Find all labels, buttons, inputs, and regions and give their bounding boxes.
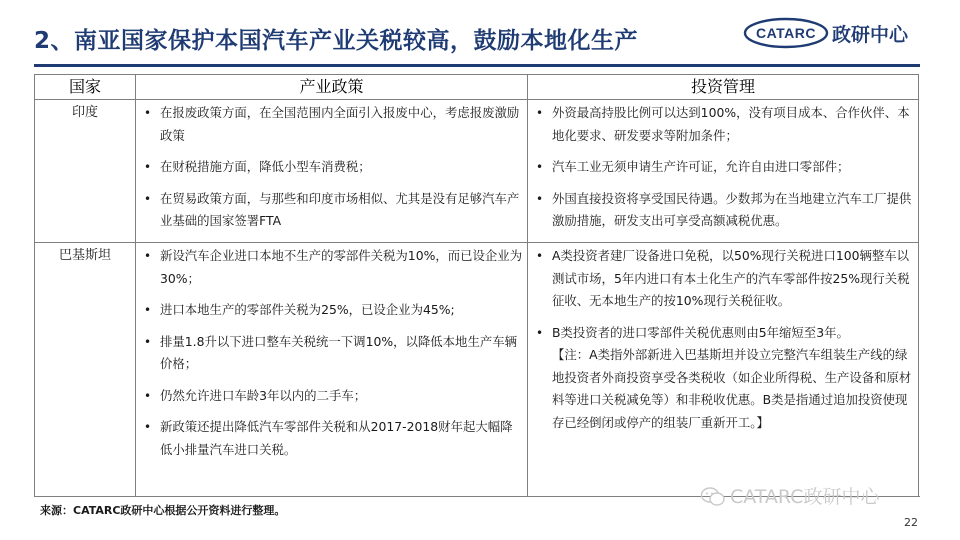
list-item: • A类投资者建厂设备进口免税，以50%现行关税进口100辆整车以测试市场，5年内进口有本土化生产的汽车零部件按25%现行关税征收、无本地生产的按10%现行关税征收。	[532, 245, 914, 313]
bullet-icon: •	[144, 160, 152, 174]
table-row-pakistan	[35, 243, 919, 497]
header-country: 国家	[35, 75, 136, 100]
logo-mark: CATARC	[755, 25, 817, 41]
bullet-icon: •	[144, 191, 152, 206]
list-item: • 外国直接投资将享受国民待遇。少数邦为在当地建立汽车工厂提供激励措施，研发支出可享受高额减税优惠。	[532, 188, 914, 233]
list-item: • 排量1.8升以下进口整车关税统一下调10%，以降低本地生产车辆价格；	[140, 331, 523, 376]
title-rule	[34, 64, 920, 67]
watermark-text: CATARC政研中心	[730, 486, 880, 508]
list-item: • 新政策还提出降低汽车零部件关税和从2017-2018财年起大幅降低小排量汽车进口关税。	[140, 416, 523, 461]
source-note: 来源：CATARC政研中心根据公开资料进行整理。	[40, 504, 286, 517]
bullet-icon: •	[144, 249, 152, 263]
investment-cell	[528, 100, 919, 243]
watermark	[730, 482, 879, 509]
page-number: 22	[904, 516, 918, 529]
bullet-icon: •	[144, 420, 152, 434]
bullet-icon: •	[144, 334, 152, 349]
table-row-india	[35, 100, 919, 243]
list-item: • 在财税措施方面，降低小型车消费税；	[140, 156, 523, 179]
bullet-icon: •	[536, 160, 544, 174]
bullet-icon: •	[536, 191, 544, 206]
bullet-icon: •	[144, 303, 152, 317]
logo-text: 政研中心	[832, 24, 909, 46]
list-item: • 新设汽车企业进口本地不生产的零部件关税为10%，而已设企业为30%；	[140, 245, 523, 290]
wechat-icon	[700, 486, 726, 508]
table-header-row	[35, 75, 919, 100]
country-cell: 巴基斯坦	[35, 243, 136, 497]
bullet-icon: •	[144, 388, 152, 403]
investment-cell	[528, 243, 919, 497]
list-item: • B类投资者的进口零部件关税优惠则由5年缩短至3年。	[532, 322, 914, 345]
list-item: • 汽车工业无须申请生产许可证，允许自由进口零部件；	[532, 156, 914, 179]
list-item: • 进口本地生产的零部件关税为25%，已设企业为45%;	[140, 299, 523, 322]
bullet-icon: •	[536, 106, 544, 120]
country-cell: 印度	[35, 100, 136, 243]
list-item: • 在贸易政策方面，与那些和印度市场相似、尤其是没有足够汽车产业基础的国家签署FTA	[140, 188, 523, 233]
policy-cell	[136, 243, 528, 497]
list-item: • 外资最高持股比例可以达到100%，没有项目成本、合作伙伴、本地化要求、研发要求等附加条件；	[532, 102, 914, 147]
list-item: • 仍然允许进口车龄3年以内的二手车；	[140, 385, 523, 408]
header-investment: 投资管理	[528, 75, 919, 100]
bullet-icon: •	[536, 249, 544, 263]
header-policy: 产业政策	[136, 75, 528, 100]
page-title: 2、南亚国家保护本国汽车产业关税较高，鼓励本地化生产	[34, 28, 639, 54]
list-item: • 在报废政策方面，在全国范围内全面引入报废中心，考虑报废激励政策	[140, 102, 523, 147]
bullet-icon: •	[144, 106, 152, 120]
policy-cell	[136, 100, 528, 243]
investment-note: 【注：A类指外部新进入巴基斯坦并设立完整汽车组装生产线的绿地投资者外商投资享受各类税收（如企业所得税、生产设备和原材料等进口关税减免等）和非税收优惠。B类是指通过追加投资使现存已经倒闭或停产的组装厂重新开工。】	[552, 347, 912, 430]
bullet-icon: •	[536, 325, 544, 340]
policy-table	[34, 74, 919, 497]
